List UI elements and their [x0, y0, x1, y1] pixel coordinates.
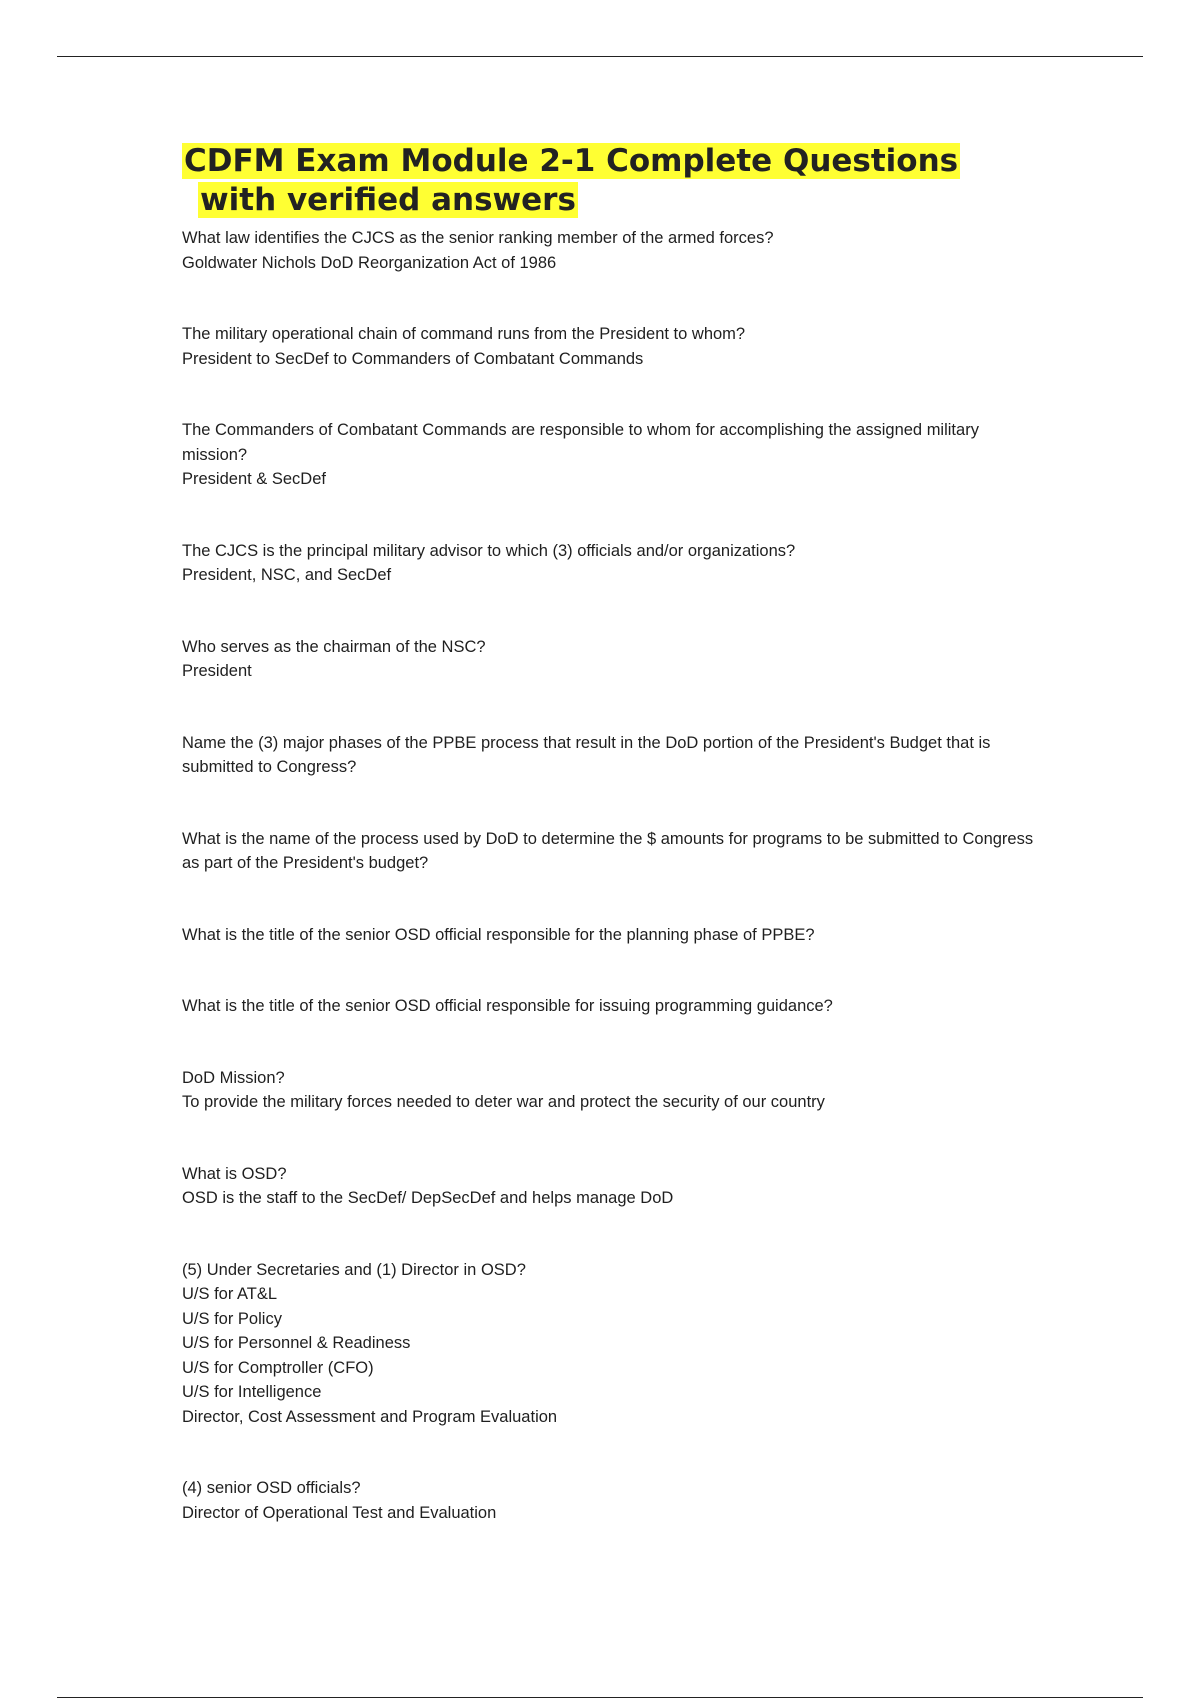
qa-item: [182, 1258, 1042, 1430]
qa-item: [182, 1162, 1042, 1211]
question-text: Name the (3) major phases of the PPBE process that result in the DoD portion of the President's Budget that is submitted to Congress?: [182, 733, 991, 776]
question-text: The CJCS is the principal military advisor to which (3) officials and/or organizations?: [182, 541, 796, 560]
qa-item: [182, 418, 1042, 492]
answer-text: Director of Operational Test and Evaluation: [182, 1503, 497, 1522]
question-text: (5) Under Secretaries and (1) Director in OSD?: [182, 1260, 526, 1279]
answer-text: U/S for Comptroller (CFO): [182, 1358, 374, 1377]
qa-item: [182, 539, 1042, 588]
answer-text: U/S for Intelligence: [182, 1383, 322, 1401]
top-rule: [57, 56, 1143, 57]
title-line-2: with verified answers: [200, 182, 576, 218]
question-text: What is OSD?: [182, 1164, 287, 1183]
document-title: [182, 142, 1042, 220]
answer-text: OSD is the staff to the SecDef/ DepSecDef and helps manage DoD: [182, 1189, 674, 1207]
qa-item: [182, 923, 1042, 948]
question-text: The Commanders of Combatant Commands are responsible to whom for accomplishing the assigned military mission?: [182, 421, 979, 464]
qa-item: [182, 994, 1042, 1019]
question-text: What law identifies the CJCS as the senior ranking member of the armed forces?: [182, 229, 774, 247]
answer-text: President & SecDef: [182, 470, 326, 488]
qa-item: [182, 635, 1042, 684]
question-text: Who serves as the chairman of the NSC?: [182, 637, 486, 656]
answer-text: President: [182, 662, 252, 680]
qa-item: [182, 827, 1042, 876]
question-text: What is the title of the senior OSD official responsible for the planning phase of PPBE?: [182, 925, 815, 944]
answer-text: President, NSC, and SecDef: [182, 566, 392, 584]
qa-list: [182, 226, 1042, 1525]
answer-text: U/S for Personnel & Readiness: [182, 1334, 411, 1352]
qa-item: [182, 1476, 1042, 1525]
bottom-rule: [57, 1697, 1143, 1698]
qa-item: [182, 731, 1042, 780]
question-text: The military operational chain of command runs from the President to whom?: [182, 325, 746, 343]
question-text: What is the name of the process used by DoD to determine the $ amounts for programs to be submitted to Congress as part of the President's budget?: [182, 829, 1034, 872]
answer-text: U/S for AT&L: [182, 1285, 278, 1303]
answer-text: Goldwater Nichols DoD Reorganization Act of 1986: [182, 253, 557, 272]
qa-item: [182, 1066, 1042, 1115]
answer-text: President to SecDef to Commanders of Combatant Commands: [182, 349, 644, 368]
title-line-1: CDFM Exam Module 2-1 Complete Questions: [184, 143, 959, 179]
answer-text: Director, Cost Assessment and Program Evaluation: [182, 1407, 558, 1426]
document-body: [182, 142, 1042, 1572]
answer-text: To provide the military forces needed to deter war and protect the security of our country: [182, 1093, 825, 1111]
question-text: What is the title of the senior OSD official responsible for issuing programming guidance?: [182, 997, 833, 1015]
qa-item: [182, 322, 1042, 371]
answer-text: U/S for Policy: [182, 1309, 282, 1328]
qa-item: [182, 226, 1042, 275]
question-text: (4) senior OSD officials?: [182, 1479, 361, 1497]
question-text: DoD Mission?: [182, 1068, 285, 1087]
